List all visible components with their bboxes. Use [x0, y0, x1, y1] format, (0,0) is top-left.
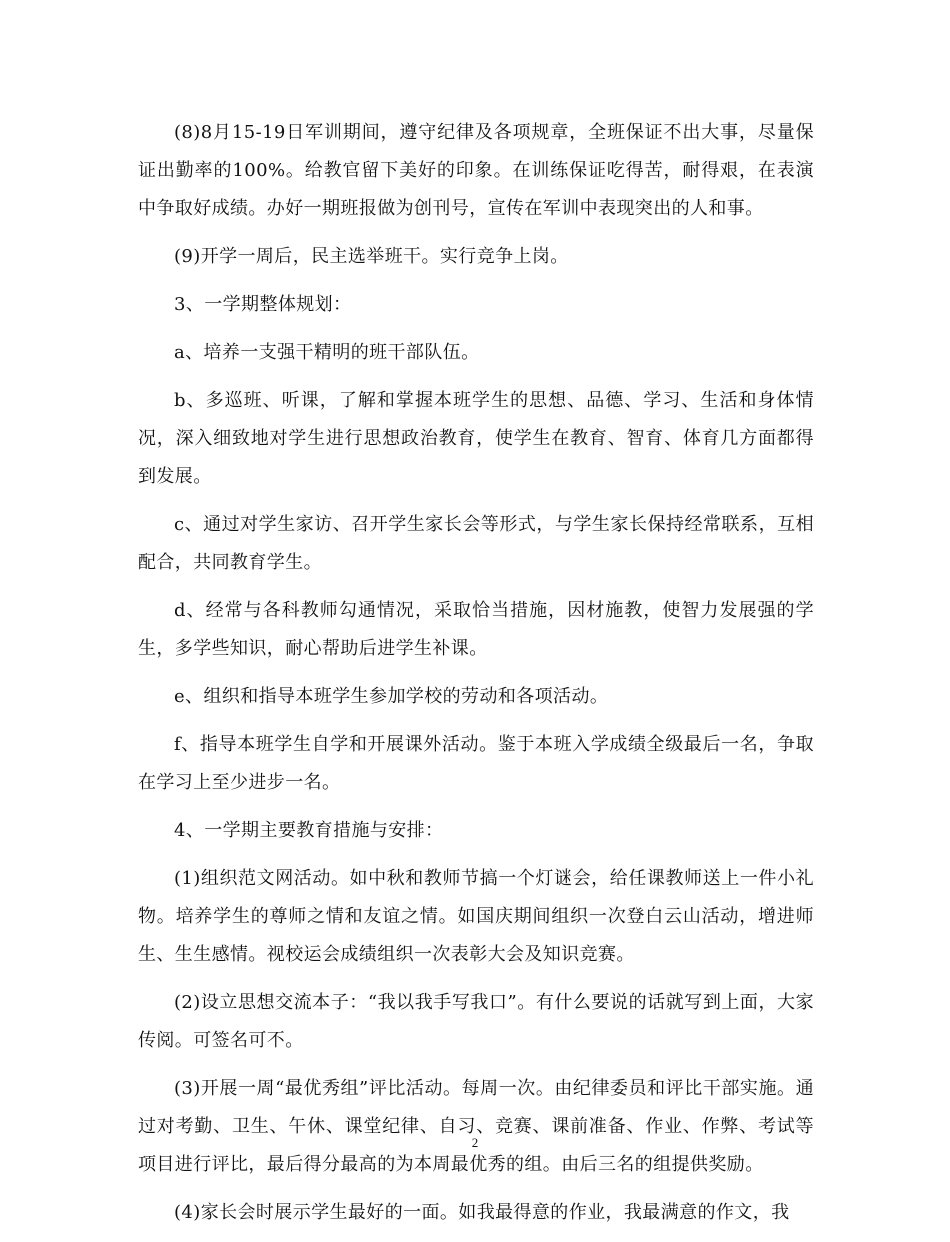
paragraph-plan-a: a、培养一支强干精明的班干部队伍。 — [174, 342, 480, 363]
paragraph-plan-b: b、多巡班、听课，了解和掌握本班学生的思想、品德、学习、生活和身体情况，深入细致地对学生进行思想政治教育，使学生在教育、智育、体育几方面都得到发展。 — [138, 390, 814, 487]
heading-semester-plan: 3、一学期整体规划： — [174, 294, 352, 315]
paragraph-measure-1: (1)组织范文网活动。如中秋和教师节搞一个灯谜会，给任课教师送上一件小礼物。培养学生的尊师之情和友谊之情。如国庆期间组织一次登白云山活动，增进师生、生生感情。视校运会成绩组织一次表彰大会及知识竞赛。 — [138, 868, 814, 965]
paragraph-class-election: (9)开学一周后，民主选举班干。实行竞争上岗。 — [174, 246, 569, 267]
heading-education-measures: 4、一学期主要教育措施与安排： — [174, 820, 444, 841]
paragraph-plan-c: c、通过对学生家访、召开学生家长会等形式，与学生家长保持经常联系，互相配合，共同教育学生。 — [138, 514, 814, 573]
paragraph-military-training: (8)8月15-19日军训期间，遵守纪律及各项规章，全班保证不出大事，尽量保证出勤率的100%。给教官留下美好的印象。在训练保证吃得苦，耐得艰，在表演中争取好成绩。办好一期班报做为创刊号，宣传在军训中表现突出的人和事。 — [138, 122, 814, 219]
paragraph-plan-d: d、经常与各科教师勾通情况，采取恰当措施，因材施教，使智力发展强的学生，多学些知识，耐心帮助后进学生补课。 — [138, 600, 814, 659]
document-body — [138, 114, 814, 1242]
paragraph-measure-4: (4)家长会时展示学生最好的一面。如我最得意的作业，我最满意的作文，我 — [174, 1202, 790, 1223]
paragraph-plan-e: e、组织和指导本班学生参加学校的劳动和各项活动。 — [174, 686, 609, 707]
paragraph-plan-f: f、指导本班学生自学和开展课外活动。鉴于本班入学成绩全级最后一名，争取在学习上至少进步一名。 — [138, 734, 814, 793]
paragraph-measure-3: (3)开展一周“最优秀组”评比活动。每周一次。由纪律委员和评比干部实施。通过对考勤、卫生、午休、课堂纪律、自习、竞赛、课前准备、作业、作弊、考试等项目进行评比，最后得分最高的为本周最优秀的组。由后三名的组提供奖励。 — [138, 1078, 814, 1175]
page-number: 2 — [471, 1135, 479, 1150]
paragraph-measure-2: (2)设立思想交流本子：“我以我手写我口”。有什么要说的话就写到上面，大家传阅。可签名可不。 — [138, 992, 814, 1051]
